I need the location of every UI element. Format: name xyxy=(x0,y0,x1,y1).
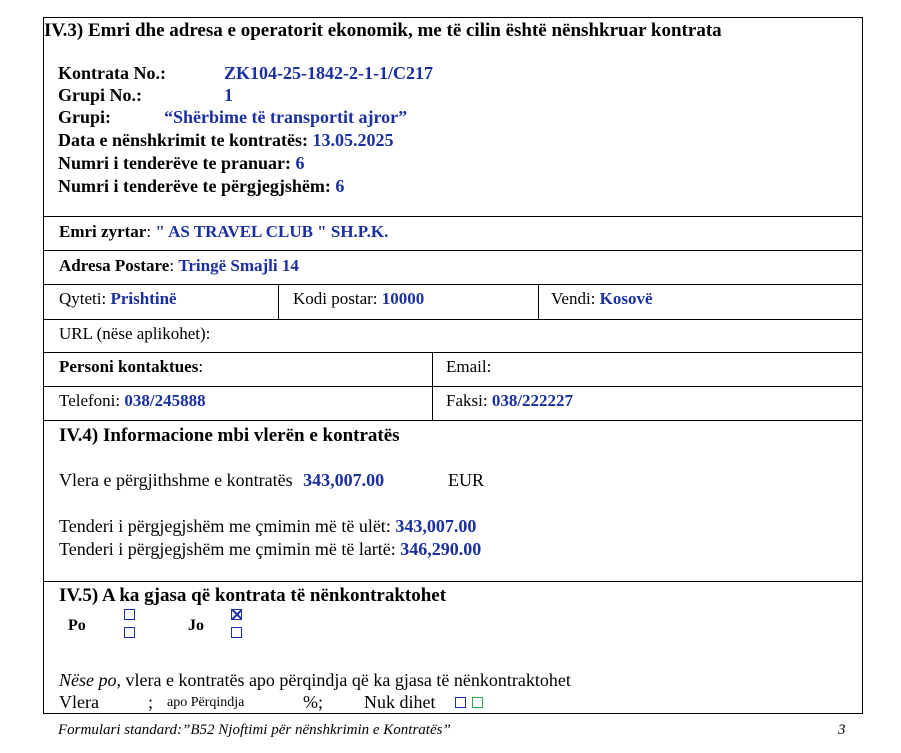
fax-value: 038/222227 xyxy=(491,391,574,410)
if-yes-row xyxy=(59,670,571,691)
received-value: 6 xyxy=(295,153,305,173)
group-value: “Shërbime të transportit ajror” xyxy=(164,107,408,127)
section-iv3-title: IV.3) Emri dhe adresa e operatorit ekonomik, me të cilin është nënshkruar kontrata xyxy=(44,20,722,41)
fax-cell xyxy=(446,391,573,411)
if-yes-italic: Nëse po, xyxy=(59,670,121,690)
contact-cell: Personi kontaktues: xyxy=(59,357,204,376)
total-value: 343,007.00 xyxy=(303,470,385,490)
lowest-row xyxy=(59,516,476,537)
highest-label: Tenderi i përgjegjshëm me çmimin më të lartë: xyxy=(59,539,396,559)
country-cell xyxy=(551,289,653,309)
highest-value: 346,290.00 xyxy=(400,539,482,559)
group-label: Grupi: xyxy=(58,107,112,127)
contract-no-value: ZK104-25-1842-2-1-1/C217 xyxy=(224,63,433,83)
group-no-label: Grupi No.: xyxy=(58,85,143,105)
official-name-label: Emri zyrtar xyxy=(59,222,147,241)
country-value: Kosovë xyxy=(599,289,653,308)
yes-checkbox-bottom[interactable] xyxy=(124,627,135,638)
sign-date-row xyxy=(58,130,393,151)
contact-label: Personi kontaktues xyxy=(59,357,199,376)
unknown-label: Nuk dihet xyxy=(364,692,436,712)
value-semicolon: ; xyxy=(148,692,154,712)
total-value-row xyxy=(59,470,384,491)
sign-date-label: Data e nënshkrimit te kontratës: xyxy=(58,130,308,150)
if-yes-text: vlera e kontratës apo përqindja që ka gjasa të nënkontraktohet xyxy=(125,670,571,690)
highest-row xyxy=(59,539,481,560)
postal-code-cell xyxy=(293,289,424,309)
official-name-value: " AS TRAVEL CLUB " SH.P.K. xyxy=(155,222,389,241)
footer-form-text: Formulari standard:”B52 Njoftimi për nënshkrimin e Kontratës” xyxy=(58,722,451,738)
currency: EUR xyxy=(448,470,484,490)
received-row xyxy=(58,153,304,174)
unknown-checkbox-blue[interactable] xyxy=(455,697,466,708)
group-no-value: 1 xyxy=(224,85,233,105)
responsive-row xyxy=(58,176,344,197)
lowest-value: 343,007.00 xyxy=(395,516,477,536)
value-label: Vlera xyxy=(59,692,99,712)
total-value-label: Vlera e përgjithshme e kontratës xyxy=(59,470,293,490)
city-value: Prishtinë xyxy=(110,289,177,308)
fax-label: Faksi: xyxy=(446,391,488,410)
url-label: URL (nëse aplikohet): xyxy=(59,324,211,343)
no-label: Jo xyxy=(188,617,204,634)
official-name-row: Emri zyrtar: " AS TRAVEL CLUB " SH.P.K. xyxy=(59,222,389,241)
no-checkbox-checked[interactable] xyxy=(231,609,242,620)
country-label: Vendi: xyxy=(551,289,596,308)
lowest-label: Tenderi i përgjegjshëm me çmimin më të ulët: xyxy=(59,516,391,536)
received-label: Numri i tenderëve te pranuar: xyxy=(58,153,291,173)
phone-cell xyxy=(59,391,206,411)
percent-suffix: %; xyxy=(303,692,323,712)
postal-code-value: 10000 xyxy=(381,289,425,308)
responsive-label: Numri i tenderëve te përgjegjshëm: xyxy=(58,176,331,196)
responsive-value: 6 xyxy=(335,176,345,196)
contract-no-label: Kontrata No.: xyxy=(58,63,166,83)
section-iv5-title: IV.5) A ka gjasa që kontrata të nënkontraktohet xyxy=(59,585,447,606)
postal-address-value: Tringë Smajli 14 xyxy=(178,256,299,275)
yes-label: Po xyxy=(68,617,86,634)
city-cell xyxy=(59,289,177,309)
postal-code-label: Kodi postar: xyxy=(293,289,378,308)
phone-label: Telefoni: xyxy=(59,391,121,410)
percent-label: apo Përqindja xyxy=(167,695,245,710)
page-number: 3 xyxy=(838,722,846,738)
city-label: Qyteti: xyxy=(59,289,107,308)
yes-checkbox-top[interactable] xyxy=(124,609,135,620)
email-label: Email: xyxy=(446,357,492,376)
phone-value: 038/245888 xyxy=(124,391,206,410)
no-checkbox-bottom[interactable] xyxy=(231,627,242,638)
sign-date-value: 13.05.2025 xyxy=(312,130,394,150)
section-iv4-title: IV.4) Informacione mbi vlerën e kontratës xyxy=(59,425,400,446)
unknown-checkbox-green[interactable] xyxy=(472,697,483,708)
postal-address-label: Adresa Postare xyxy=(59,256,170,275)
postal-address-row: Adresa Postare: Tringë Smajli 14 xyxy=(59,256,299,275)
